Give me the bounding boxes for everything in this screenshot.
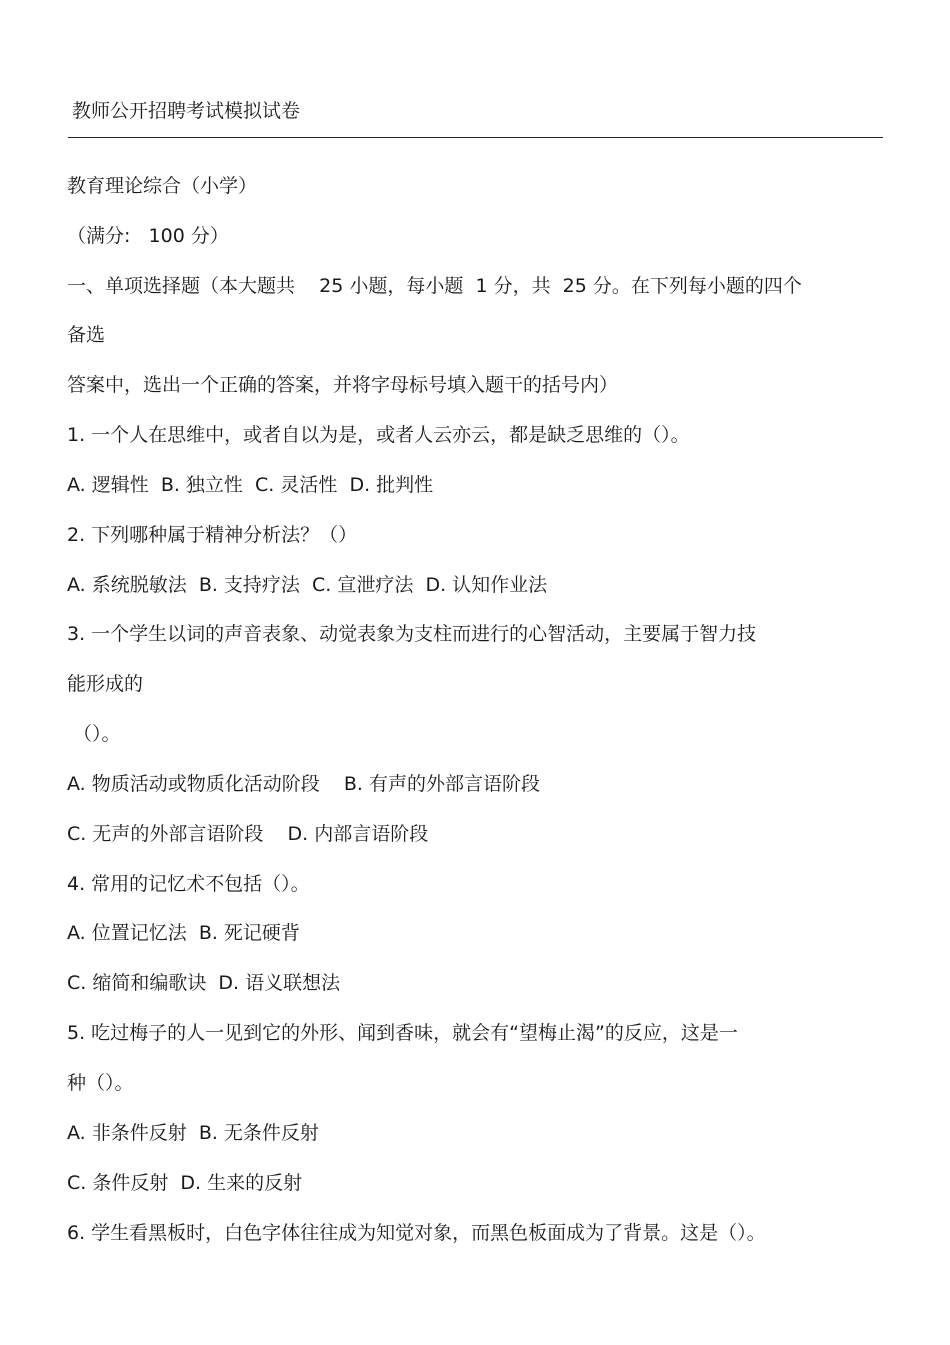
full-score: （满分: 100 分） — [67, 225, 229, 247]
section-instructions-line2: 备选 — [67, 324, 106, 346]
question-1: 1. 一个人在思维中，或者自以为是，或者人云亦云，都是缺乏思维的（）。 — [67, 424, 690, 446]
question-4: 4. 常用的记忆术不包括（）。 — [67, 873, 310, 895]
question-6: 6. 学生看黑板时，白色字体往往成为知觉对象，而黑色板面成为了背景。这是（）。 — [67, 1222, 766, 1244]
question-1-options: A. 逻辑性 B. 独立性 C. 灵活性 D. 批判性 — [67, 474, 434, 496]
subject-title: 教育理论综合（小学） — [67, 175, 258, 197]
question-5-options-line1: A. 非条件反射 B. 无条件反射 — [67, 1122, 319, 1144]
exam-header: 教师公开招聘考试模拟试卷 — [72, 100, 301, 122]
section-instructions-line3: 答案中，选出一个正确的答案，并将字母标号填入题干的括号内） — [67, 374, 619, 396]
question-3-line2: 能形成的 — [67, 673, 144, 695]
question-3-options-line1: A. 物质活动或物质化活动阶段 B. 有声的外部言语阶段 — [67, 773, 541, 795]
question-2-options: A. 系统脱敏法 B. 支持疗法 C. 宣泄疗法 D. 认知作业法 — [67, 574, 548, 596]
question-4-options-line1: A. 位置记忆法 B. 死记硬背 — [67, 922, 300, 944]
question-5-options-line2: C. 条件反射 D. 生来的反射 — [67, 1172, 303, 1194]
question-3-options-line2: C. 无声的外部言语阶段 D. 内部言语阶段 — [67, 823, 429, 845]
question-3-line3: （）。 — [67, 723, 121, 745]
question-4-options-line2: C. 缩简和编歌诀 D. 语义联想法 — [67, 972, 341, 994]
section-instructions-line1: 一、单项选择题（本大题共 25 小题，每小题 1 分，共 25 分。在下列每小题的四个 — [67, 275, 802, 297]
question-3-line1: 3. 一个学生以词的声音表象、动觉表象为支柱而进行的心智活动，主要属于智力技 — [67, 623, 757, 645]
question-5-line2: 种（）。 — [67, 1072, 134, 1094]
question-2: 2. 下列哪种属于精神分析法？（） — [67, 524, 358, 546]
question-5-line1: 5. 吃过梅子的人一见到它的外形、闻到香味，就会有“望梅止渴”的反应，这是一 — [67, 1022, 738, 1044]
header-divider — [68, 137, 883, 138]
